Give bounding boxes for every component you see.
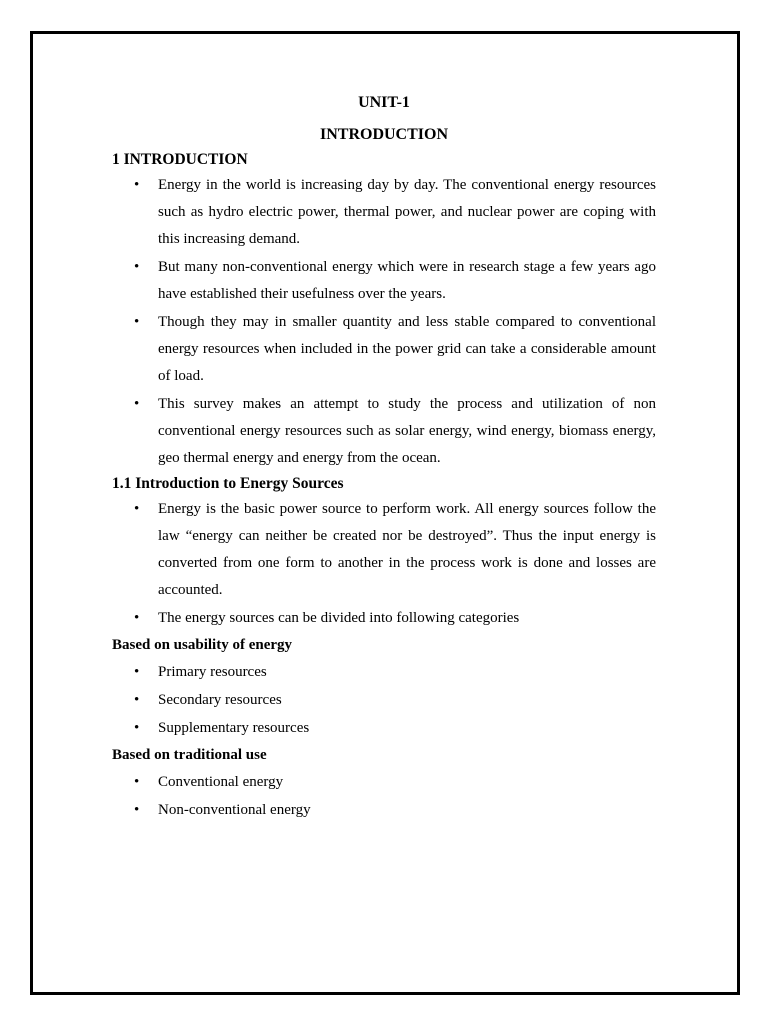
page-title: INTRODUCTION xyxy=(319,126,448,143)
list-item xyxy=(112,172,656,253)
bullet-icon: • xyxy=(134,774,140,790)
bullet-icon: • xyxy=(134,692,140,708)
bullet-icon: • xyxy=(134,396,140,412)
unit-title: UNIT-1 xyxy=(358,94,410,111)
introduction-bullet-list xyxy=(112,172,656,472)
bullet-icon: • xyxy=(134,802,140,818)
section-heading-energy-sources: 1.1 Introduction to Energy Sources xyxy=(112,475,344,492)
section-heading-introduction: 1 INTRODUCTION xyxy=(112,151,248,168)
list-item xyxy=(112,797,656,824)
subheading-traditional: Based on traditional use xyxy=(112,747,267,763)
subheading-usability: Based on usability of energy xyxy=(112,637,293,653)
list-item-text: Non-conventional energy xyxy=(158,802,311,818)
traditional-bullet-list xyxy=(112,769,656,824)
list-item-text: Energy is the basic power source to perform work. All energy sources follow the law “energy can neither be created nor be destroyed”. Thus the input energy is converted from one form to another in the process work is done and losses are accounted. xyxy=(158,501,656,598)
bullet-icon: • xyxy=(134,501,140,517)
list-item xyxy=(112,391,656,472)
list-item-text: Though they may in smaller quantity and less stable compared to conventional energy resources when included in the power grid can take a considerable amount of load. xyxy=(158,314,656,384)
list-item-text: Secondary resources xyxy=(158,692,282,708)
list-item xyxy=(112,715,656,742)
bullet-icon: • xyxy=(134,610,140,626)
list-item-text: Conventional energy xyxy=(158,774,284,790)
usability-bullet-list xyxy=(112,659,656,742)
bullet-icon: • xyxy=(134,664,140,680)
list-item-text: The energy sources can be divided into following categories xyxy=(158,610,520,626)
list-item xyxy=(112,769,656,796)
list-item-text: But many non-conventional energy which were in research stage a few years ago have established their usefulness over the years. xyxy=(158,259,656,302)
list-item xyxy=(112,605,656,632)
list-item xyxy=(112,659,656,686)
energy-sources-bullet-list xyxy=(112,496,656,632)
bullet-icon: • xyxy=(134,177,140,193)
list-item xyxy=(112,687,656,714)
list-item xyxy=(112,309,656,390)
bullet-icon: • xyxy=(134,314,140,330)
list-item-text: Energy in the world is increasing day by day. The conventional energy resources such as hydro electric power, thermal power, and nuclear power are coping with this increasing demand. xyxy=(158,177,656,247)
document-body xyxy=(112,90,656,824)
bullet-icon: • xyxy=(134,720,140,736)
list-item-text: Primary resources xyxy=(158,664,267,680)
bullet-icon: • xyxy=(134,259,140,275)
list-item-text: Supplementary resources xyxy=(158,720,310,736)
list-item xyxy=(112,254,656,308)
list-item xyxy=(112,496,656,604)
list-item-text: This survey makes an attempt to study the process and utilization of non conventional energy resources such as solar energy, wind energy, biomass energy, geo thermal energy and energy from the ocean. xyxy=(158,396,656,466)
